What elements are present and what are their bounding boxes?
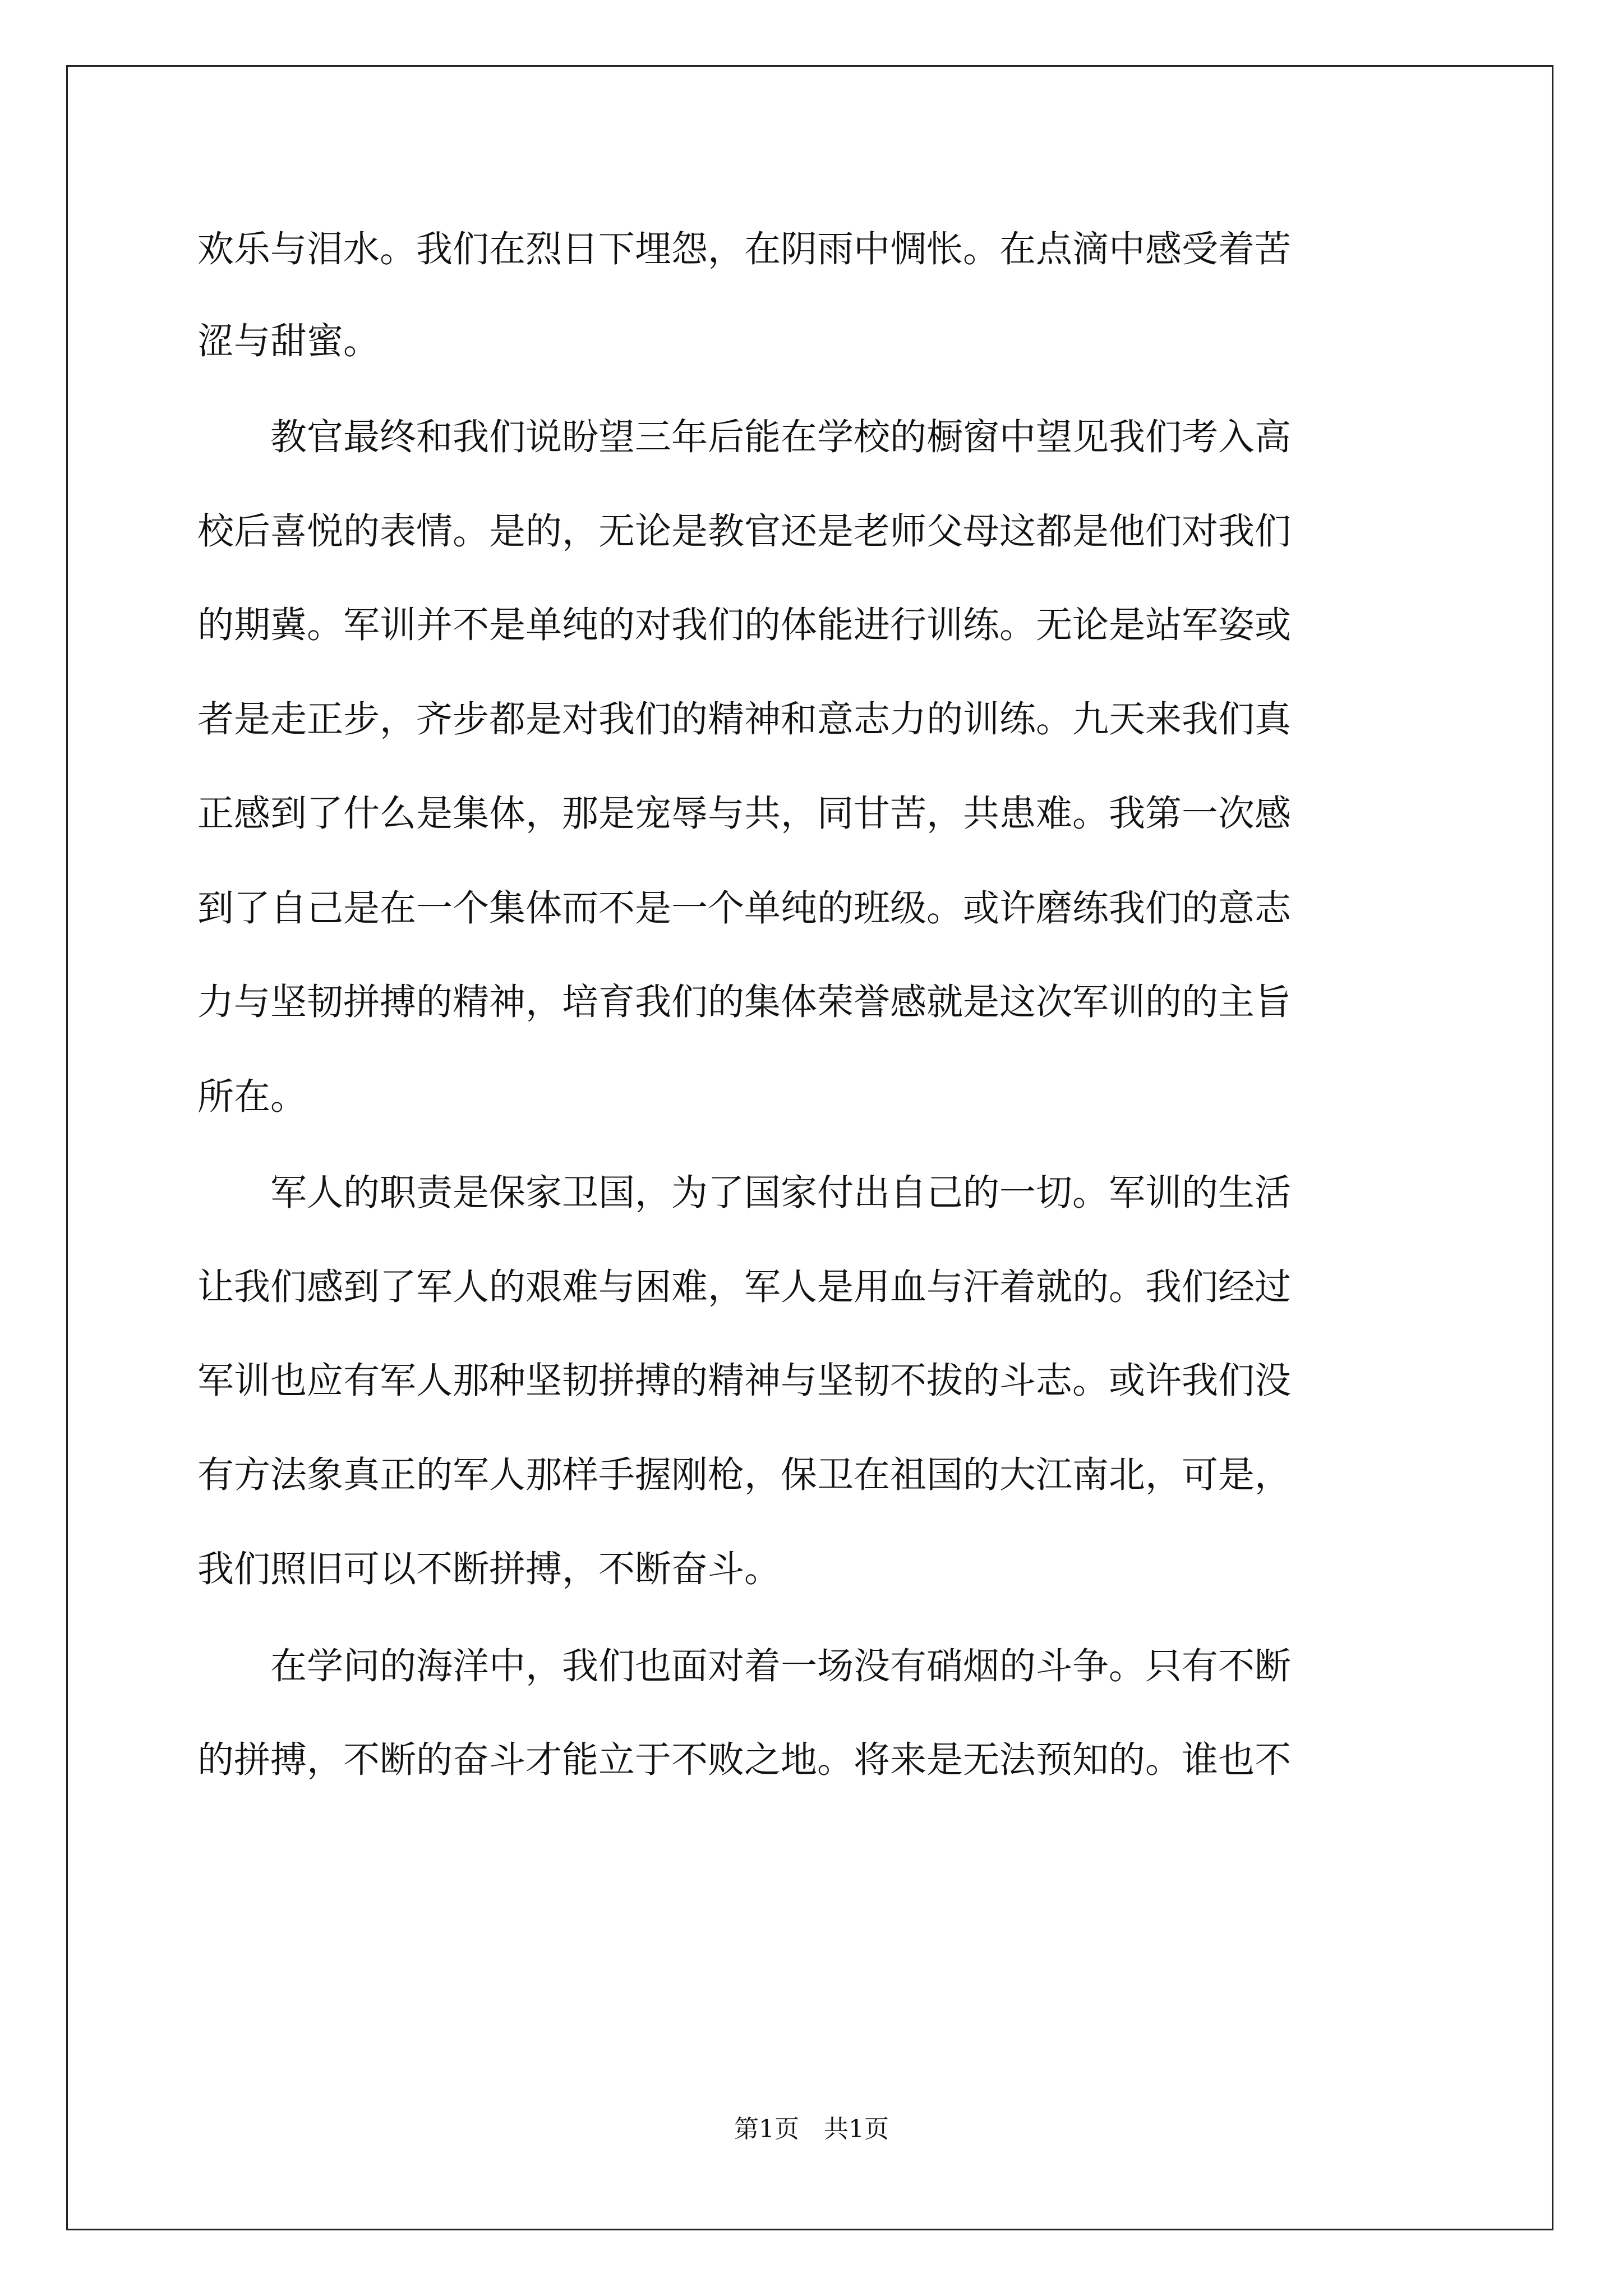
page-border — [66, 65, 1553, 2230]
text-line: 的期冀。军训并不是单纯的对我们的体能进行训练。无论是站军姿或 — [197, 604, 1292, 646]
text-line: 教官最终和我们说盼望三年后能在学校的橱窗中望见我们考入高 — [197, 416, 1292, 458]
text-line: 军训也应有军人那种坚韧拼搏的精神与坚韧不拔的斗志。或许我们没 — [197, 1360, 1292, 1402]
text-line: 正感到了什么是集体，那是宠辱与共，同甘苦，共患难。我第一次感 — [197, 793, 1292, 835]
text-line: 者是走正步，齐步都是对我们的精神和意志力的训练。九天来我们真 — [197, 698, 1292, 740]
text-line: 军人的职责是保家卫国，为了国家付出自己的一切。军训的生活 — [197, 1172, 1292, 1214]
text-line: 校后喜悦的表情。是的，无论是教官还是老师父母这都是他们对我们 — [197, 510, 1292, 553]
page-number-footer: 第1页 共1页 — [734, 2115, 889, 2143]
text-line: 我们照旧可以不断拼搏，不断奋斗。 — [197, 1548, 781, 1590]
text-line: 到了自己是在一个集体而不是一个单纯的班级。或许磨练我们的意志 — [197, 887, 1292, 930]
text-line: 所在。 — [197, 1076, 307, 1118]
text-line: 让我们感到了军人的艰难与困难，军人是用血与汗着就的。我们经过 — [197, 1266, 1292, 1308]
text-line: 在学问的海洋中，我们也面对着一场没有硝烟的斗争。只有不断 — [197, 1645, 1292, 1687]
text-line: 的拼搏，不断的奋斗才能立于不败之地。将来是无法预知的。谁也不 — [197, 1739, 1292, 1781]
text-line: 有方法象真正的军人那样手握刚枪，保卫在祖国的大江南北，可是， — [197, 1454, 1292, 1496]
text-line: 力与坚韧拼搏的精神，培育我们的集体荣誉感就是这次军训的的主旨 — [197, 981, 1292, 1023]
text-line: 涩与甜蜜。 — [197, 320, 380, 362]
text-line: 欢乐与泪水。我们在烈日下埋怨，在阴雨中惆怅。在点滴中感受着苦 — [197, 228, 1292, 270]
